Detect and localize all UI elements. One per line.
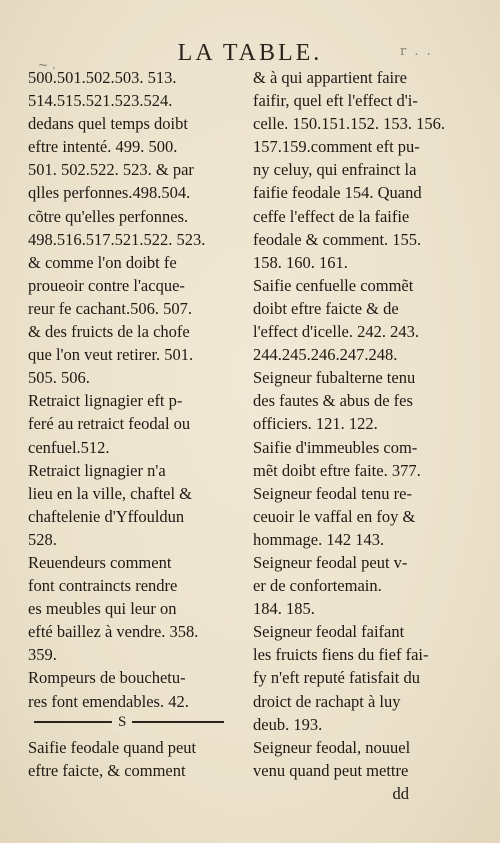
index-line: 158. 160. 161. [253, 252, 348, 272]
index-line: 359. [28, 645, 57, 665]
index-line: Saifie d'immeubles com- [253, 437, 418, 457]
index-line: qlles perfonnes.498.504. [28, 183, 191, 203]
index-line: droict de rachapt à luy [253, 691, 401, 711]
index-line: & à qui appartient faire [253, 68, 407, 87]
index-line: 184. 185. [253, 599, 315, 619]
index-line: dedans quel temps doibt [28, 114, 188, 134]
index-line: des fautes & abus de fes [253, 391, 413, 411]
index-line: deub. 193. [253, 714, 323, 734]
index-line: Seigneur feodal faifant [253, 622, 405, 642]
index-line: proueoir contre l'acque- [28, 275, 185, 295]
index-line: es meubles qui leur on [28, 599, 177, 619]
index-line: res font emendables. 42. [28, 691, 189, 711]
index-line: Seigneur fubalterne tenu [253, 368, 416, 388]
index-line: les fruicts fiens du fief fai- [253, 645, 429, 665]
index-line: eftre intenté. 499. 500. [28, 137, 178, 157]
index-line: Retraict lignagier n'a [28, 460, 166, 480]
section-rule [28, 713, 228, 736]
index-line: cõtre qu'elles perfonnes. [28, 206, 189, 226]
index-line: Seigneur feodal peut v- [253, 552, 408, 572]
index-line: font contraincts rendre [28, 576, 178, 596]
index-line: feré au retraict feodal ou [28, 414, 191, 434]
index-line: venu quand peut mettre [253, 760, 409, 780]
index-line: faifie feodale 154. Quand [253, 183, 422, 203]
index-line: doibt eftre faicte & de [253, 298, 399, 318]
index-line: efté baillez à vendre. 358. [28, 622, 199, 642]
index-line: ny celuy, qui enfrainct la [253, 160, 417, 180]
index-line: ceffe l'effect de la faifie [253, 206, 410, 226]
index-line: 244.245.246.247.248. [253, 345, 398, 365]
index-line: mẽt doibt eftre faite. 377. [253, 460, 421, 480]
index-line: l'effect d'icelle. 242. 243. [253, 322, 419, 342]
margin-marks: ~ . [38, 58, 56, 72]
index-line: hommage. 142 143. [253, 529, 385, 549]
running-header: LA TABLE. [177, 40, 323, 66]
index-line: Saifie cenfuelle commẽt [253, 275, 414, 295]
index-line: 500.501.502.503. 513. [28, 68, 177, 87]
index-line: ceuoir le vaffal en foy & [253, 506, 416, 526]
index-line: Retraict lignagier eft p- [28, 391, 183, 411]
index-line: 157.159.comment eft pu- [253, 137, 420, 157]
index-line: 528. [28, 529, 57, 549]
section-letter: S [112, 711, 132, 734]
index-line: feodale & comment. 155. [253, 229, 422, 249]
index-line: Seigneur feodal tenu re- [253, 483, 412, 503]
index-line: fy n'eft reputé fatisfait du [253, 668, 420, 688]
right-column [253, 66, 469, 805]
index-line: 498.516.517.521.522. 523. [28, 229, 206, 249]
index-line: celle. 150.151.152. 153. 156. [253, 114, 446, 134]
index-line: que l'on veut retirer. 501. [28, 345, 194, 365]
index-line: eftre faicte, & comment [28, 760, 186, 780]
index-line: Saifie feodale quand peut [28, 737, 197, 757]
index-line: & comme l'on doibt fe [28, 252, 177, 272]
index-line: 505. 506. [28, 368, 90, 388]
index-line: cenfuel.512. [28, 437, 110, 457]
index-line: Reuendeurs comment [28, 552, 172, 572]
catchword: dd [392, 783, 409, 803]
index-line: er de confortemain. [253, 576, 382, 596]
index-line: 501. 502.522. 523. & par [28, 160, 194, 180]
index-line: lieu en la ville, chaftel & [28, 483, 193, 503]
left-column [28, 66, 228, 782]
index-line: Seigneur feodal, nouuel [253, 737, 411, 757]
index-line: faifir, quel eft l'effect d'i- [253, 91, 418, 111]
index-line: reur fe cachant.506. 507. [28, 298, 193, 318]
header-marks: r . . [400, 44, 433, 59]
index-line: Rompeurs de bouchetu- [28, 668, 186, 688]
index-line: 514.515.521.523.524. [28, 91, 173, 111]
index-line: chaftelenie d'Yffouldun [28, 506, 185, 526]
index-line: & des fruicts de la chofe [28, 322, 190, 342]
index-line: officiers. 121. 122. [253, 414, 378, 434]
